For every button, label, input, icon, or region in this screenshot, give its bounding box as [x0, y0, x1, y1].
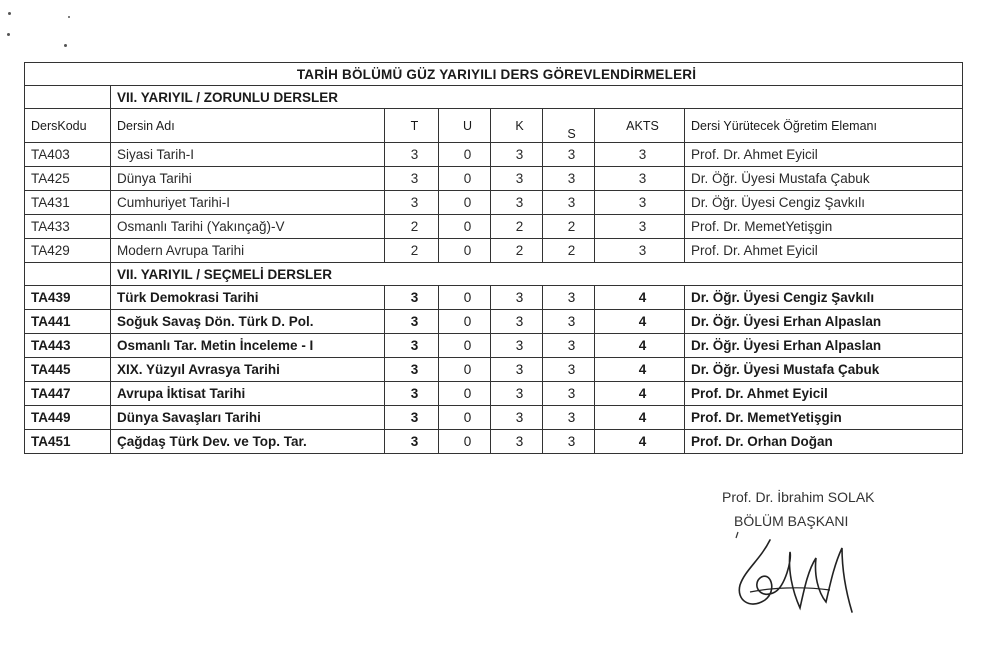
cell-name: Çağdaş Türk Dev. ve Top. Tar. [111, 430, 385, 454]
scan-speck [68, 16, 70, 18]
cell-t: 3 [385, 334, 439, 358]
cell-t: 3 [385, 310, 439, 334]
cell-s: 3 [543, 334, 595, 358]
cell-instructor: Dr. Öğr. Üyesi Cengiz Şavkılı [685, 191, 963, 215]
cell-akts: 4 [595, 286, 685, 310]
cell-akts: 3 [595, 215, 685, 239]
cell-s: 2 [543, 215, 595, 239]
cell-u: 0 [439, 310, 491, 334]
cell-k: 2 [491, 239, 543, 263]
cell-akts: 3 [595, 239, 685, 263]
section-compulsory-label: VII. YARIYIL / ZORUNLU DERSLER [111, 86, 963, 109]
cell-name: Avrupa İktisat Tarihi [111, 382, 385, 406]
cell-akts: 4 [595, 430, 685, 454]
cell-name: Dünya Tarihi [111, 167, 385, 191]
scan-speck [7, 33, 10, 36]
cell-name: Osmanlı Tarihi (Yakınçağ)-V [111, 215, 385, 239]
section-spacer [25, 263, 111, 286]
cell-k: 3 [491, 358, 543, 382]
cell-s: 2 [543, 239, 595, 263]
column-header-row [25, 109, 963, 143]
cell-t: 2 [385, 215, 439, 239]
cell-u: 0 [439, 334, 491, 358]
cell-name: Siyasi Tarih-I [111, 143, 385, 167]
cell-t: 3 [385, 286, 439, 310]
cell-akts: 4 [595, 358, 685, 382]
cell-akts: 4 [595, 382, 685, 406]
document-title: TARİH BÖLÜMÜ GÜZ YARIYILI DERS GÖREVLENDİRMELERİ [25, 63, 963, 86]
cell-u: 0 [439, 430, 491, 454]
cell-akts: 3 [595, 167, 685, 191]
cell-code: TA431 [25, 191, 111, 215]
cell-name: Cumhuriyet Tarihi-I [111, 191, 385, 215]
cell-code: TA445 [25, 358, 111, 382]
compulsory-course-row [25, 143, 963, 167]
cell-code: TA441 [25, 310, 111, 334]
cell-s: 3 [543, 310, 595, 334]
cell-k: 3 [491, 406, 543, 430]
cell-instructor: Dr. Öğr. Üyesi Erhan Alpaslan [685, 310, 963, 334]
compulsory-course-row [25, 167, 963, 191]
cell-code: TA425 [25, 167, 111, 191]
header-s: S [543, 109, 595, 143]
cell-t: 3 [385, 191, 439, 215]
cell-instructor: Dr. Öğr. Üyesi Cengiz Şavkılı [685, 286, 963, 310]
cell-name: Soğuk Savaş Dön. Türk D. Pol. [111, 310, 385, 334]
cell-k: 3 [491, 334, 543, 358]
signatory-name: Prof. Dr. İbrahim SOLAK [722, 489, 875, 505]
cell-t: 3 [385, 406, 439, 430]
elective-course-row [25, 334, 963, 358]
header-name: Dersin Adı [111, 109, 385, 143]
cell-k: 3 [491, 191, 543, 215]
cell-akts: 4 [595, 334, 685, 358]
handwritten-signature [730, 530, 880, 630]
elective-course-row [25, 406, 963, 430]
cell-s: 3 [543, 143, 595, 167]
cell-t: 3 [385, 358, 439, 382]
header-instructor: Dersi Yürütecek Öğretim Elemanı [685, 109, 963, 143]
cell-k: 3 [491, 382, 543, 406]
course-assignments-table [24, 62, 963, 454]
cell-name: Dünya Savaşları Tarihi [111, 406, 385, 430]
cell-t: 3 [385, 167, 439, 191]
scan-speck [64, 44, 67, 47]
cell-t: 3 [385, 143, 439, 167]
header-akts: AKTS [595, 109, 685, 143]
cell-instructor: Prof. Dr. Ahmet Eyicil [685, 239, 963, 263]
cell-u: 0 [439, 358, 491, 382]
cell-name: Osmanlı Tar. Metin İnceleme - I [111, 334, 385, 358]
cell-instructor: Prof. Dr. Ahmet Eyicil [685, 382, 963, 406]
title-row [25, 63, 963, 86]
cell-code: TA429 [25, 239, 111, 263]
cell-akts: 4 [595, 406, 685, 430]
cell-s: 3 [543, 406, 595, 430]
cell-code: TA449 [25, 406, 111, 430]
cell-instructor: Prof. Dr. Orhan Doğan [685, 430, 963, 454]
section-spacer [25, 86, 111, 109]
compulsory-course-row [25, 215, 963, 239]
cell-instructor: Prof. Dr. MemetYetişgin [685, 406, 963, 430]
cell-instructor: Prof. Dr. Ahmet Eyicil [685, 143, 963, 167]
cell-t: 3 [385, 382, 439, 406]
cell-akts: 3 [595, 143, 685, 167]
cell-code: TA443 [25, 334, 111, 358]
cell-k: 3 [491, 143, 543, 167]
cell-s: 3 [543, 430, 595, 454]
cell-instructor: Dr. Öğr. Üyesi Mustafa Çabuk [685, 167, 963, 191]
cell-u: 0 [439, 239, 491, 263]
cell-s: 3 [543, 286, 595, 310]
elective-course-row [25, 358, 963, 382]
cell-s: 3 [543, 191, 595, 215]
cell-u: 0 [439, 406, 491, 430]
elective-course-row [25, 310, 963, 334]
cell-code: TA403 [25, 143, 111, 167]
cell-k: 3 [491, 286, 543, 310]
header-k: K [491, 109, 543, 143]
cell-name: XIX. Yüzyıl Avrasya Tarihi [111, 358, 385, 382]
section-elective-label: VII. YARIYIL / SEÇMELİ DERSLER [111, 263, 963, 286]
compulsory-course-row [25, 191, 963, 215]
cell-code: TA447 [25, 382, 111, 406]
section-row-elective [25, 263, 963, 286]
elective-course-row [25, 382, 963, 406]
cell-u: 0 [439, 215, 491, 239]
cell-t: 2 [385, 239, 439, 263]
cell-k: 3 [491, 430, 543, 454]
cell-code: TA433 [25, 215, 111, 239]
header-u: U [439, 109, 491, 143]
cell-s: 3 [543, 382, 595, 406]
cell-u: 0 [439, 191, 491, 215]
cell-code: TA439 [25, 286, 111, 310]
header-code: DersKodu [25, 109, 111, 143]
cell-k: 3 [491, 167, 543, 191]
cell-akts: 3 [595, 191, 685, 215]
cell-name: Modern Avrupa Tarihi [111, 239, 385, 263]
cell-name: Türk Demokrasi Tarihi [111, 286, 385, 310]
section-row-compulsory [25, 86, 963, 109]
compulsory-course-row [25, 239, 963, 263]
signatory-role: BÖLÜM BAŞKANI [734, 513, 849, 529]
cell-u: 0 [439, 286, 491, 310]
cell-t: 3 [385, 430, 439, 454]
signature-block [722, 489, 962, 529]
cell-k: 2 [491, 215, 543, 239]
cell-instructor: Prof. Dr. MemetYetişgin [685, 215, 963, 239]
cell-u: 0 [439, 143, 491, 167]
cell-u: 0 [439, 167, 491, 191]
cell-s: 3 [543, 358, 595, 382]
scan-speck [8, 12, 11, 15]
header-t: T [385, 109, 439, 143]
cell-akts: 4 [595, 310, 685, 334]
elective-course-row [25, 430, 963, 454]
elective-course-row [25, 286, 963, 310]
cell-instructor: Dr. Öğr. Üyesi Mustafa Çabuk [685, 358, 963, 382]
cell-s: 3 [543, 167, 595, 191]
cell-k: 3 [491, 310, 543, 334]
cell-instructor: Dr. Öğr. Üyesi Erhan Alpaslan [685, 334, 963, 358]
cell-code: TA451 [25, 430, 111, 454]
cell-u: 0 [439, 382, 491, 406]
